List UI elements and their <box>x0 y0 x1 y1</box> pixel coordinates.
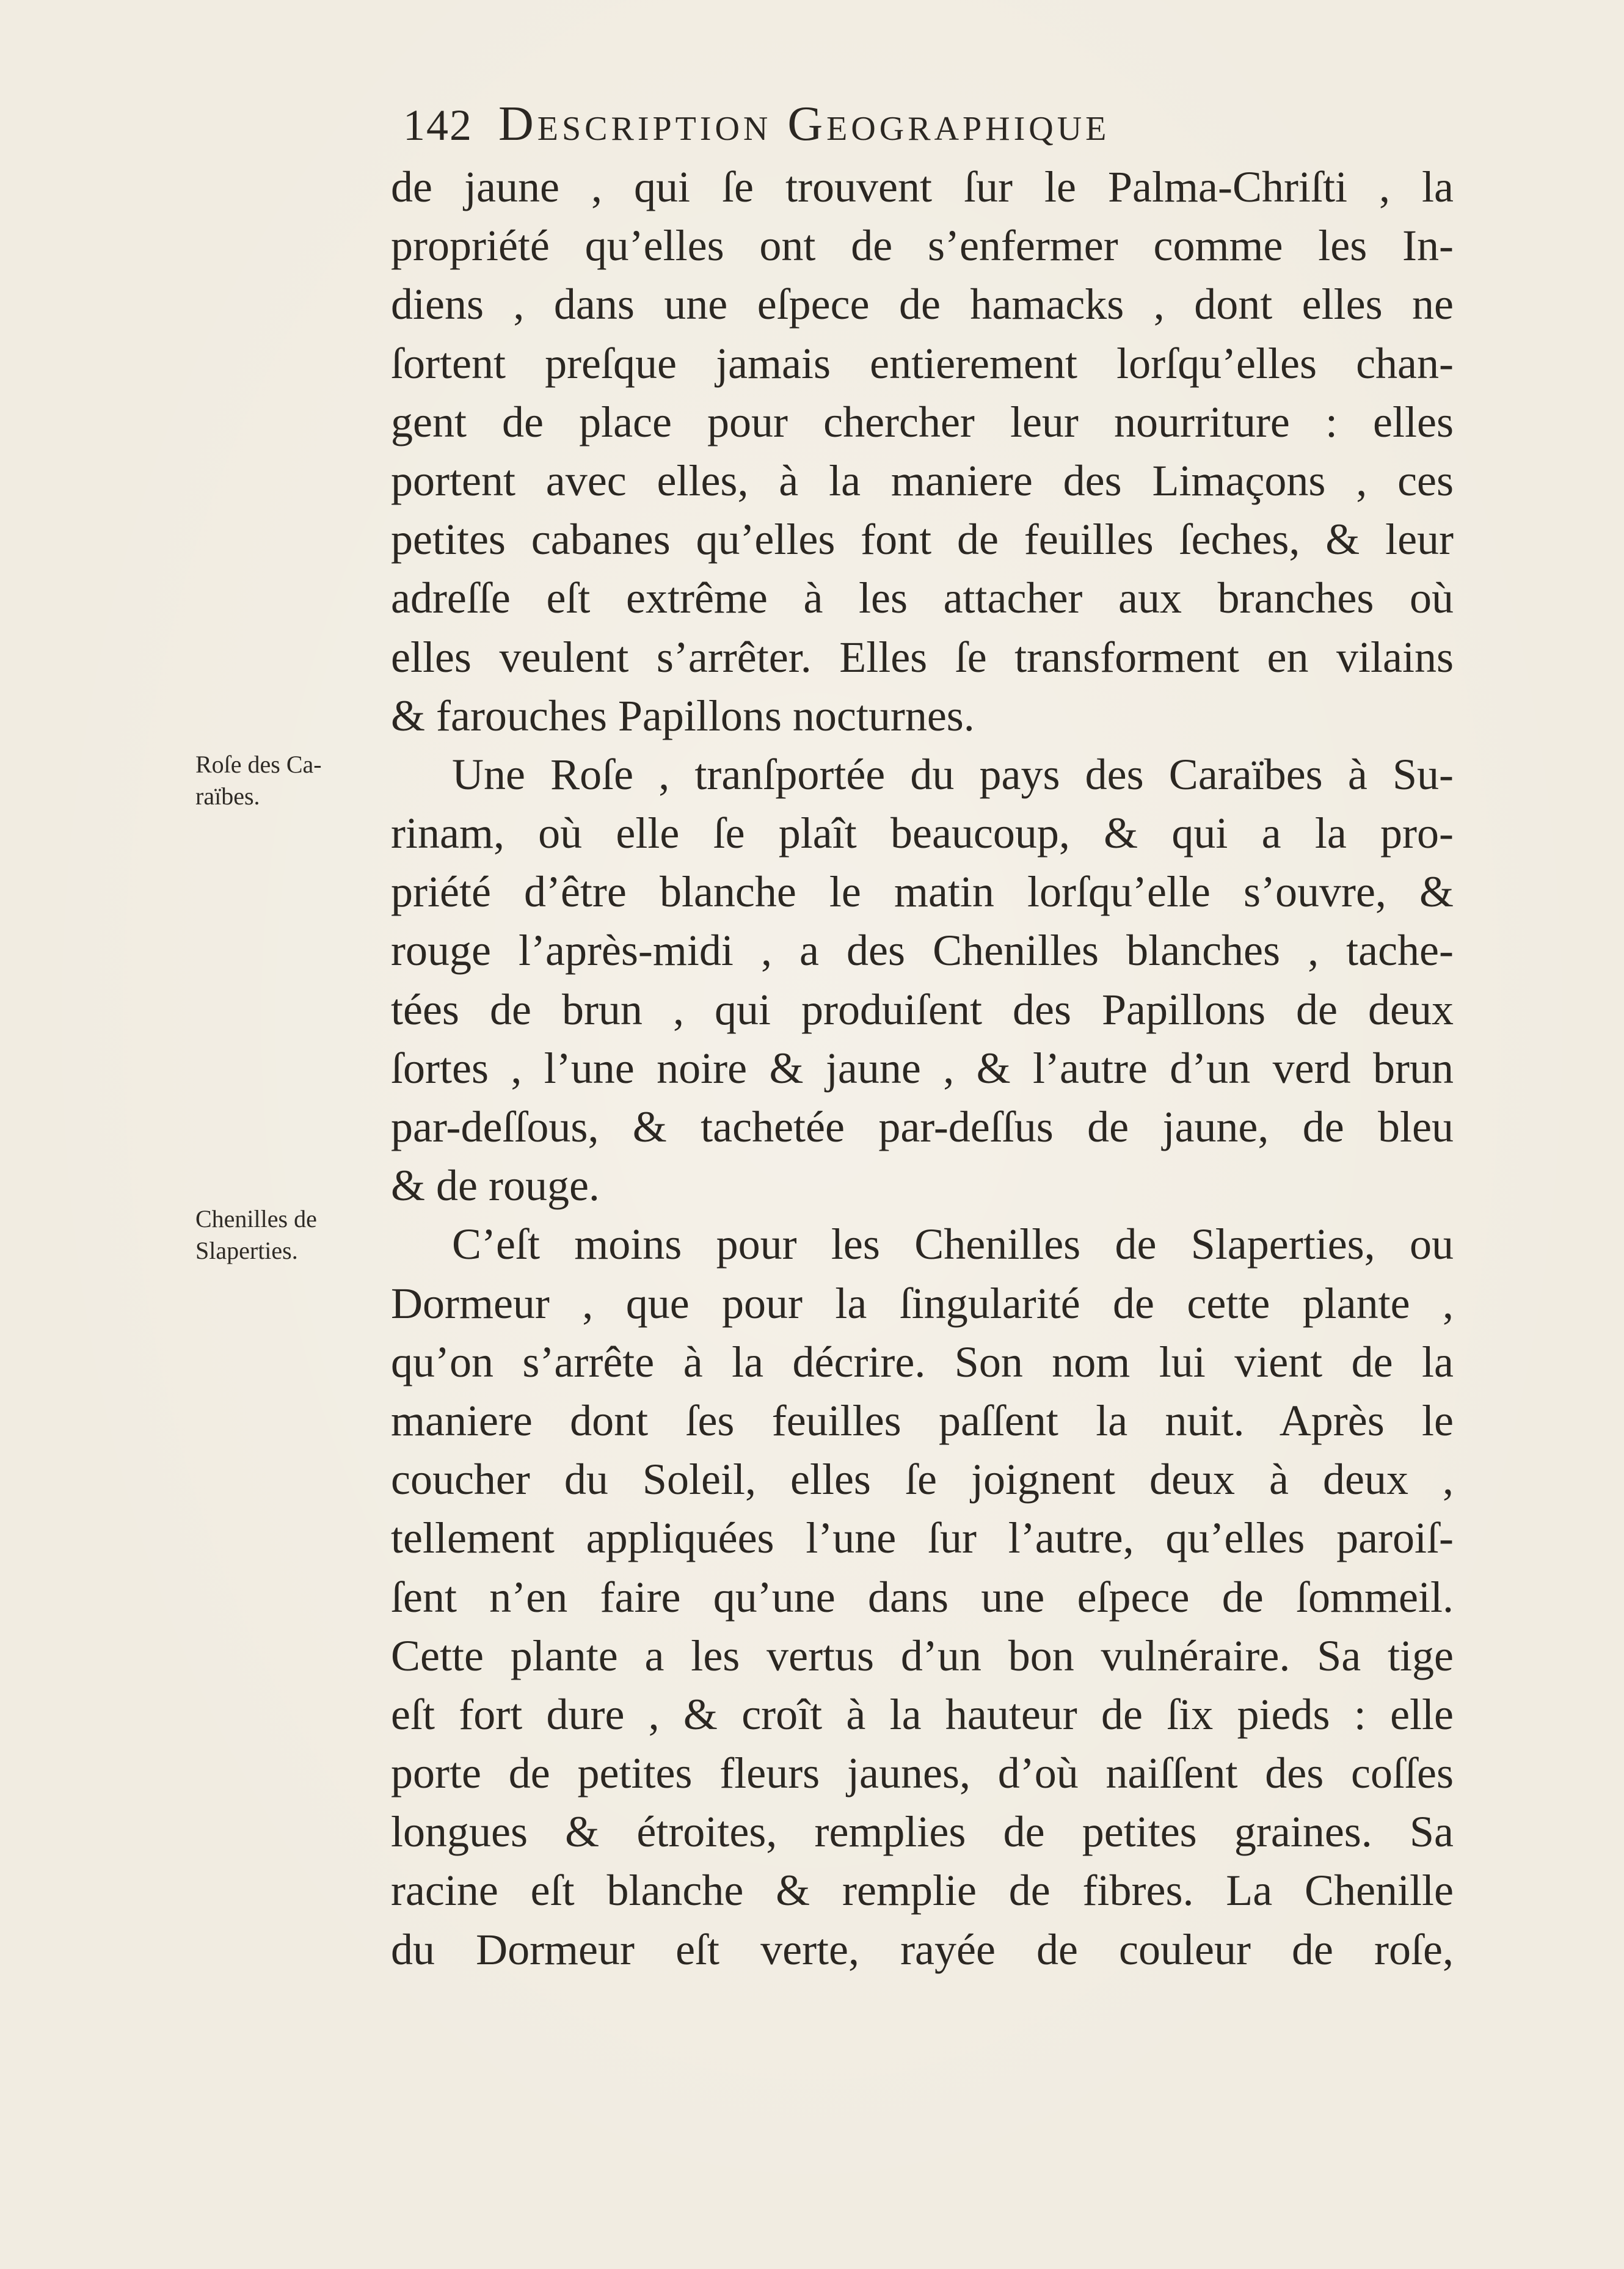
text-line: portent avec elles, à la maniere des Limaçons , ces <box>391 456 1454 505</box>
paragraph-first-line: C’eſt moins pour les Chenilles de Slaperties, ou <box>452 1220 1454 1269</box>
text-line: ſortent preſque jamais entierement lorſqu’elles chan- <box>391 338 1454 388</box>
text-line: du Dormeur eſt verte, rayée de couleur de roſe, <box>391 1925 1454 1974</box>
text-line: adreſſe eſt extrême à les attacher aux branches où <box>391 574 1454 623</box>
page-number: 142 <box>403 101 473 150</box>
text-line: & de rouge. <box>391 1161 600 1211</box>
text-line: tées de brun , qui produiſent des Papillons de deux <box>391 985 1454 1034</box>
text-line: & farouches Papillons nocturnes. <box>391 691 975 740</box>
text-line: de jaune , qui ſe trouvent ſur le Palma-Chriſti , la <box>391 162 1454 211</box>
margin-note-line: raïbes. <box>195 782 260 810</box>
text-line: longues & étroites, remplies de petites graines. Sa <box>391 1807 1454 1857</box>
body-text <box>391 158 1454 1979</box>
text-line: ſent n’en faire qu’une dans une eſpece de ſommeil. <box>391 1572 1454 1622</box>
text-line: priété d’être blanche le matin lorſqu’elle s’ouvre, & <box>391 867 1454 917</box>
text-line: diens , dans une eſpece de hamacks , dont elles ne <box>391 280 1454 329</box>
text-line: propriété qu’elles ont de s’enfermer comme les In- <box>391 221 1454 271</box>
margin-note-chenilles <box>195 1203 317 1267</box>
text-line: tellement appliquées l’une ſur l’autre, qu’elles paroiſ- <box>391 1513 1454 1563</box>
running-head <box>403 90 1110 158</box>
margin-note-line: Slaperties. <box>195 1237 298 1264</box>
text-line: rouge l’après-midi , a des Chenilles blanches , tache- <box>391 926 1454 975</box>
running-title: Description Geographique <box>498 97 1110 151</box>
text-line: ſortes , l’une noire & jaune , & l’autre d’un verd brun <box>391 1043 1454 1093</box>
margin-note-line: Chenilles de <box>195 1205 317 1233</box>
margin-note-line: Roſe des Ca- <box>195 751 322 778</box>
text-line: petites cabanes qu’elles font de feuilles ſeches, & leur <box>391 515 1454 564</box>
text-line: porte de petites fleurs jaunes, d’où naiſſent des coſſes <box>391 1749 1454 1798</box>
text-line: eſt fort dure , & croît à la hauteur de ſix pieds : elle <box>391 1689 1454 1739</box>
text-line: par-deſſous, & tachetée par-deſſus de jaune, de bleu <box>391 1102 1454 1151</box>
margin-note-rose <box>195 749 322 812</box>
text-line: maniere dont ſes feuilles paſſent la nuit. Après le <box>391 1396 1454 1445</box>
text-line: gent de place pour chercher leur nourriture : elles <box>391 397 1454 446</box>
paragraph-first-line: Une Roſe , tranſportée du pays des Caraïbes à Su- <box>452 749 1454 799</box>
text-line: coucher du Soleil, elles ſe joignent deux à deux , <box>391 1455 1454 1504</box>
text-line: Cette plante a les vertus d’un bon vulnéraire. Sa tige <box>391 1631 1454 1680</box>
text-line: qu’on s’arrête à la décrire. Son nom lui vient de la <box>391 1337 1454 1386</box>
text-line: racine eſt blanche & remplie de fibres. La Chenille <box>391 1866 1454 1915</box>
text-line: elles veulent s’arrêter. Elles ſe transforment en vilains <box>391 632 1454 682</box>
text-line: Dormeur , que pour la ſingularité de cette plante , <box>391 1278 1454 1328</box>
text-line: rinam, où elle ſe plaît beaucoup, & qui a la pro- <box>391 809 1454 858</box>
